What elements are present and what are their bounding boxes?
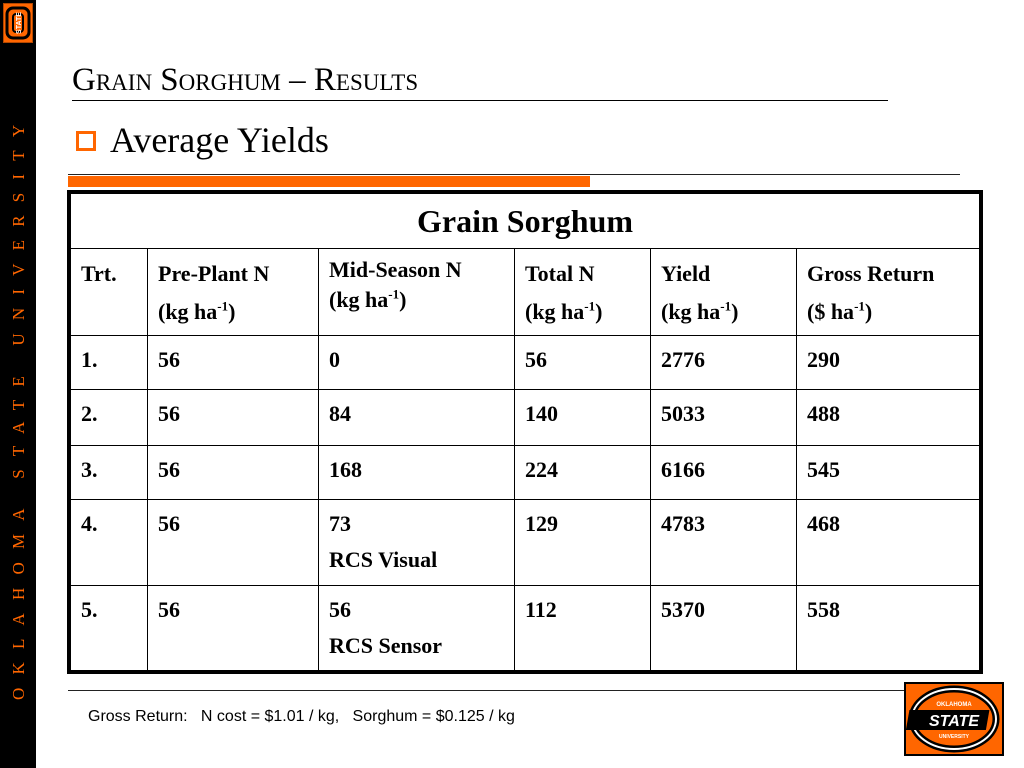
bullet-text: Average Yields bbox=[110, 120, 329, 160]
table-row bbox=[71, 336, 980, 390]
cell-trt: 5. bbox=[71, 586, 148, 671]
cell-trt: 1. bbox=[71, 336, 148, 390]
table-row bbox=[71, 446, 980, 500]
header-cell: Total N (kg $ha^{-1}$) bbox=[515, 249, 651, 336]
cell-total: 56 bbox=[515, 336, 651, 390]
cell-pre-plant: 56 bbox=[148, 500, 319, 586]
cell-trt: 3. bbox=[71, 446, 148, 500]
osu-corner-logo-icon bbox=[4, 4, 32, 42]
logo-bottom-text: UNIVERSITY bbox=[938, 734, 970, 740]
cell-total: 224 bbox=[515, 446, 651, 500]
logo-main-text: STATE bbox=[928, 713, 980, 730]
cell-yield: 5033 bbox=[651, 390, 797, 446]
header-cell: Mid-Season N (kg $ha^{-1}$) bbox=[319, 249, 515, 336]
footnote: Gross Return: N cost = $1.01 / kg, Sorghum = $0.125 / kg bbox=[88, 708, 515, 725]
cell-mid-season: 84 bbox=[319, 390, 515, 446]
cell-pre-plant: 56 bbox=[148, 390, 319, 446]
cell-mid-season: 0 bbox=[319, 336, 515, 390]
cell-total: 140 bbox=[515, 390, 651, 446]
top-divider bbox=[68, 174, 960, 175]
hollow-square-bullet-icon bbox=[76, 131, 96, 151]
cell-yield: 4783 bbox=[651, 500, 797, 586]
cell-mid-season: 56 RCS Sensor bbox=[319, 586, 515, 671]
cell-pre-plant: 56 bbox=[148, 446, 319, 500]
cell-gross: 290 bbox=[797, 336, 980, 390]
cell-pre-plant: 56 bbox=[148, 586, 319, 671]
slide-title: Grain Sorghum – Results bbox=[72, 60, 888, 101]
cell-gross: 488 bbox=[797, 390, 980, 446]
table-row bbox=[71, 500, 980, 586]
osu-logo bbox=[904, 682, 1004, 756]
cell-trt: 4. bbox=[71, 500, 148, 586]
orange-accent-bar bbox=[68, 176, 590, 187]
table-row bbox=[71, 586, 980, 671]
cell-mid-season: 168 bbox=[319, 446, 515, 500]
results-table bbox=[67, 190, 983, 674]
oklahoma-state-logo-icon bbox=[906, 684, 1002, 754]
corner-logo-text: STATE bbox=[16, 12, 23, 34]
mid-season-note: RCS Visual bbox=[329, 547, 438, 572]
bullet-item bbox=[76, 118, 329, 162]
cell-gross: 545 bbox=[797, 446, 980, 500]
cell-yield: 5370 bbox=[651, 586, 797, 671]
bottom-divider bbox=[68, 690, 950, 691]
table-header-row bbox=[71, 249, 980, 336]
cell-yield: 6166 bbox=[651, 446, 797, 500]
mid-season-note: RCS Sensor bbox=[329, 633, 443, 658]
header-cell: Trt. bbox=[71, 249, 148, 336]
vertical-text: OKLAHOMA STATE UNIVERSITY bbox=[9, 111, 28, 700]
cell-total: 112 bbox=[515, 586, 651, 671]
header-cell: Gross Return ($ $ha^{-1}$) bbox=[797, 249, 980, 336]
cell-gross: 558 bbox=[797, 586, 980, 671]
table-row bbox=[71, 390, 980, 446]
cell-pre-plant: 56 bbox=[148, 336, 319, 390]
header-cell: Yield (kg $ha^{-1}$) bbox=[651, 249, 797, 336]
cell-total: 129 bbox=[515, 500, 651, 586]
cell-trt: 2. bbox=[71, 390, 148, 446]
logo-top-text: OKLAHOMA bbox=[936, 702, 972, 708]
cell-mid-season: 73 RCS Visual bbox=[319, 500, 515, 586]
table-caption: Grain Sorghum bbox=[71, 194, 980, 249]
cell-yield: 2776 bbox=[651, 336, 797, 390]
cell-gross: 468 bbox=[797, 500, 980, 586]
side-band bbox=[0, 0, 36, 768]
header-cell: Pre-Plant N (kg $ha^{-1}$) bbox=[148, 249, 319, 336]
vertical-university-name bbox=[0, 50, 36, 760]
corner-logo bbox=[3, 3, 33, 43]
